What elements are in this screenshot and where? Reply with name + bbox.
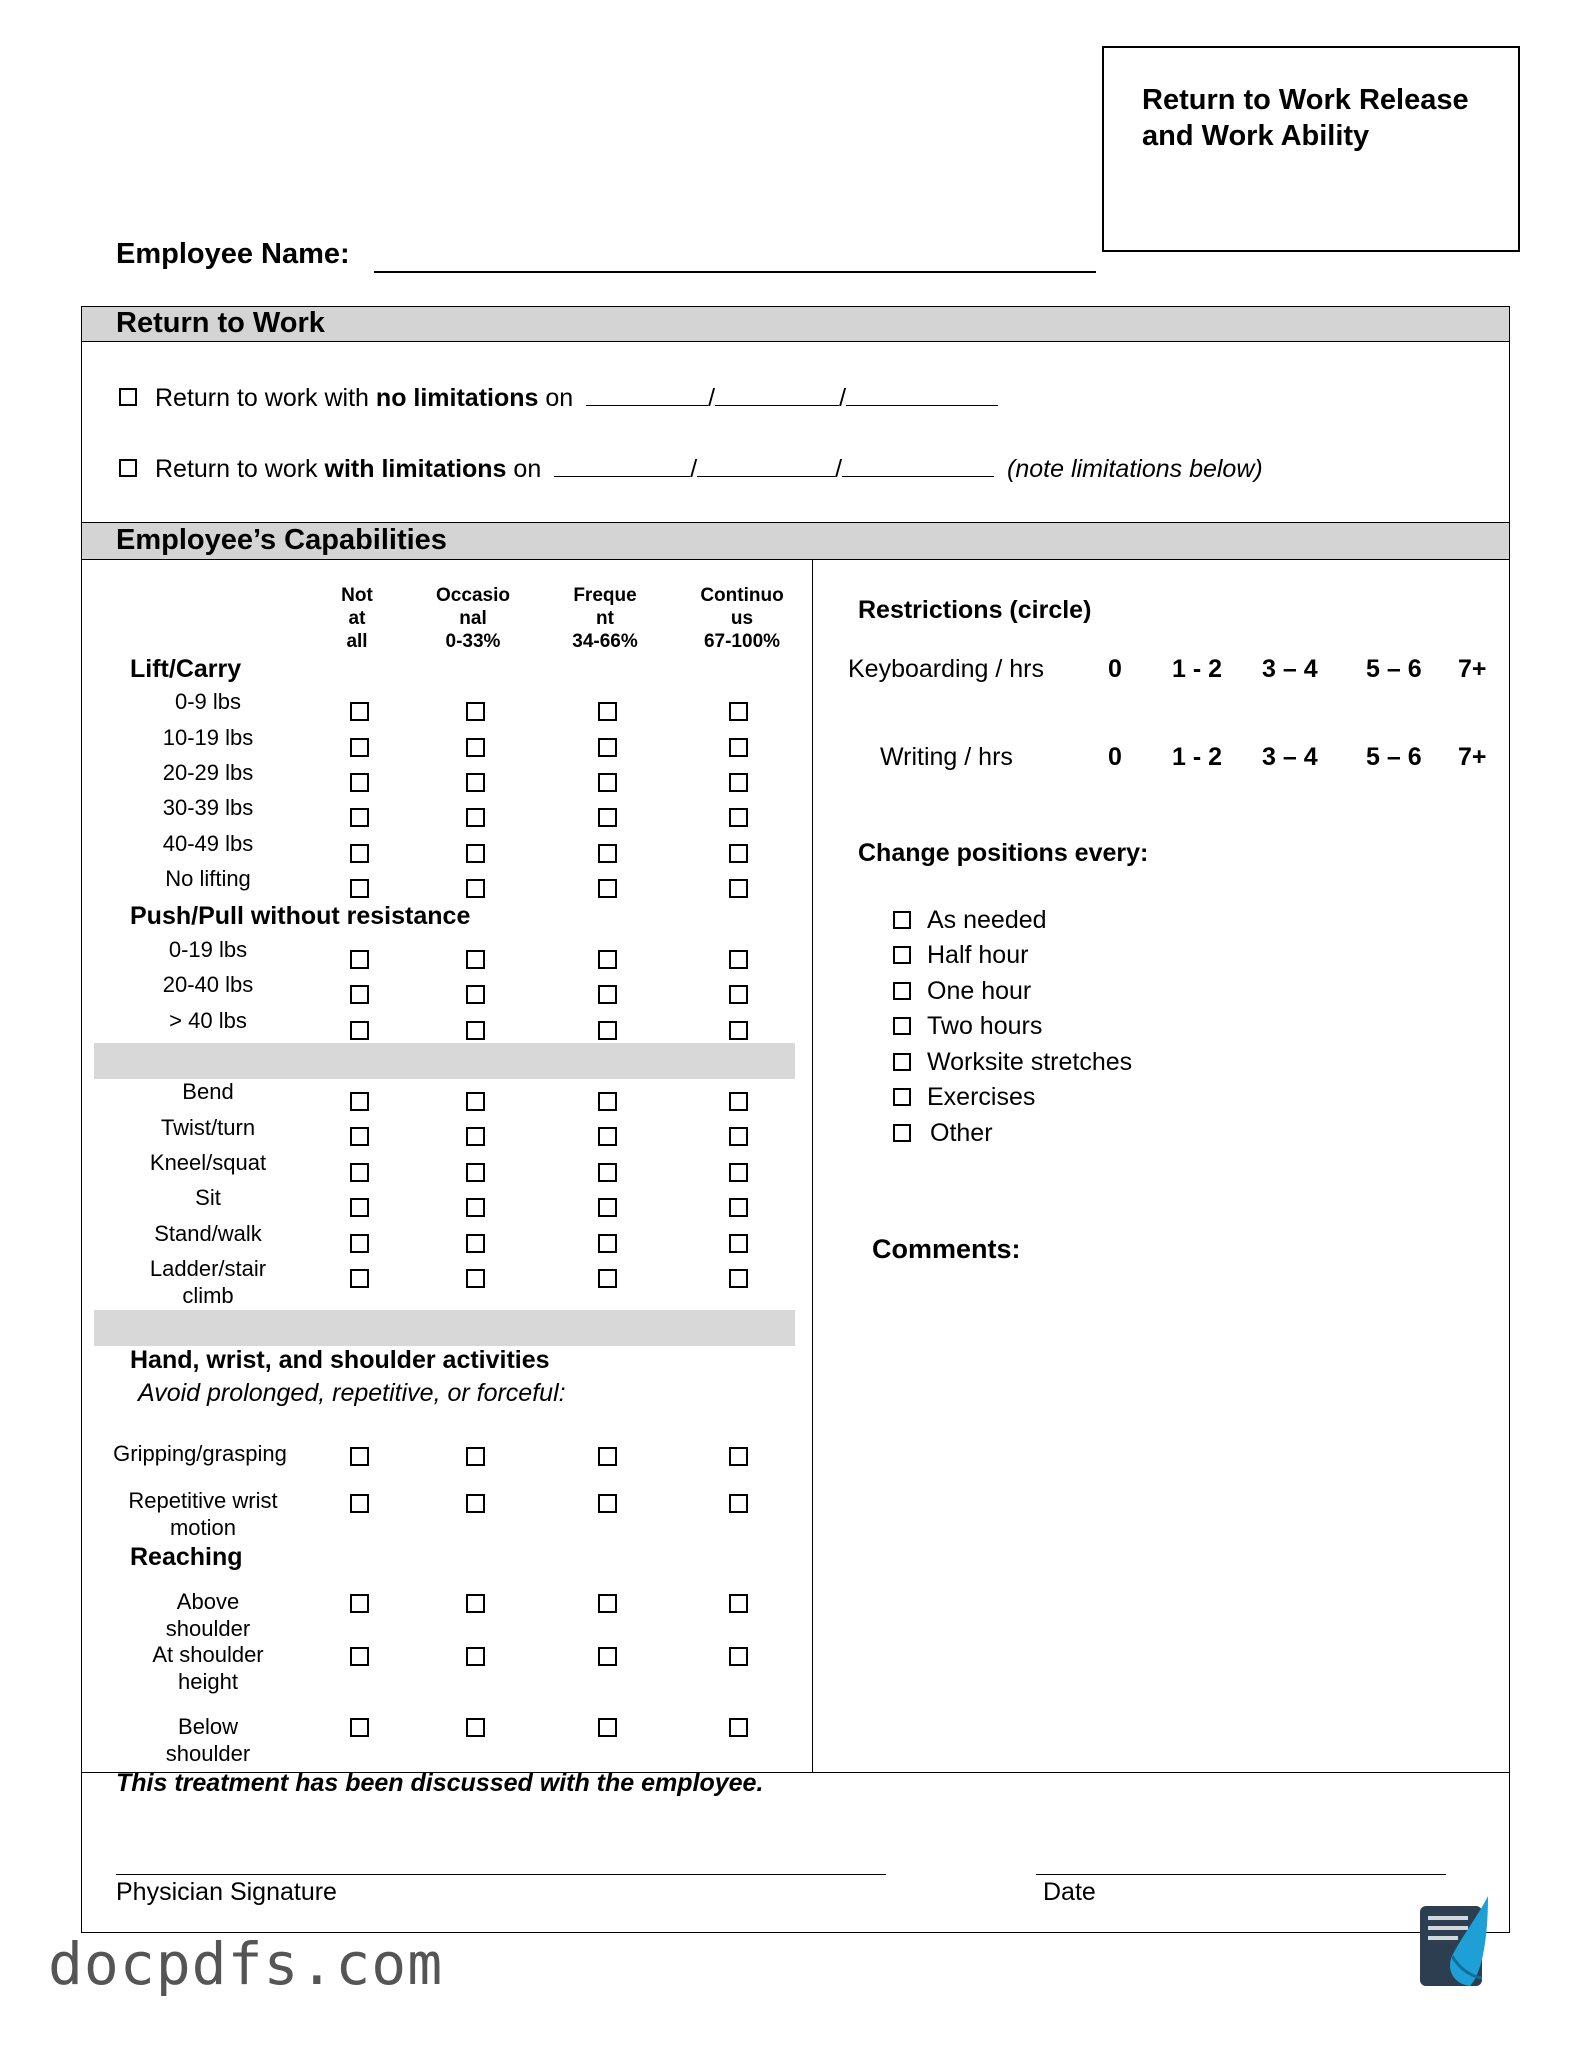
section-title-capabilities: Employee’s Capabilities [116, 524, 447, 556]
frequency-checkbox[interactable] [466, 1234, 485, 1253]
title-box [1102, 46, 1520, 252]
frequency-checkbox[interactable] [598, 738, 617, 757]
rtw-with-limitations-text: Return to work with limitations on / / (note limitations below) [155, 455, 1263, 483]
capability-label: height [178, 1669, 238, 1694]
writing-option[interactable]: 7+ [1458, 743, 1487, 771]
frequency-checkbox[interactable] [350, 1718, 369, 1737]
frequency-checkbox[interactable] [598, 950, 617, 969]
frequency-checkbox[interactable] [350, 844, 369, 863]
frequency-checkbox[interactable] [466, 950, 485, 969]
document-logo-icon [1418, 1896, 1490, 1988]
capability-label: 10-19 lbs [162, 725, 254, 750]
header-continuous: Continuo us 67-100% [700, 585, 784, 652]
frequency-checkbox[interactable] [466, 985, 485, 1004]
capability-label: Ladder/stair [149, 1256, 267, 1281]
frequency-checkbox[interactable] [598, 702, 617, 721]
frequency-checkbox[interactable] [350, 950, 369, 969]
two-hours-checkbox[interactable] [893, 1017, 911, 1035]
capability-label: Bend [182, 1079, 234, 1104]
frequency-checkbox[interactable] [350, 1127, 369, 1146]
frequency-checkbox[interactable] [729, 1647, 748, 1666]
change-positions-title: Change positions every: [858, 839, 1149, 867]
frequency-checkbox[interactable] [466, 879, 485, 898]
push-pull-title: Push/Pull without resistance [130, 902, 471, 930]
frequency-checkbox[interactable] [350, 773, 369, 792]
frequency-checkbox[interactable] [350, 1092, 369, 1111]
capability-label: No lifting [165, 866, 251, 891]
frequency-checkbox[interactable] [598, 1447, 617, 1466]
rtw2-month-field[interactable] [554, 454, 690, 477]
capability-label: 0-9 lbs [174, 689, 242, 714]
physician-signature-label: Physician Signature [116, 1878, 337, 1906]
capability-label: Above [176, 1589, 240, 1614]
frequency-checkbox[interactable] [350, 1447, 369, 1466]
frequency-checkbox[interactable] [350, 702, 369, 721]
keyboarding-option[interactable]: 1 - 2 [1172, 655, 1223, 683]
frequency-checkbox[interactable] [598, 1198, 617, 1217]
frequency-checkbox[interactable] [466, 1718, 485, 1737]
as-needed-checkbox[interactable] [893, 911, 911, 929]
frequency-checkbox[interactable] [729, 879, 748, 898]
frequency-checkbox[interactable] [729, 950, 748, 969]
frequency-checkbox[interactable] [598, 879, 617, 898]
frequency-checkbox[interactable] [350, 879, 369, 898]
column-divider [812, 560, 813, 1772]
frequency-checkbox[interactable] [350, 985, 369, 1004]
date-label: Date [1043, 1878, 1096, 1906]
spacer-bar [94, 1310, 795, 1346]
writing-option[interactable]: 0 [1108, 743, 1122, 771]
frequency-checkbox[interactable] [466, 1127, 485, 1146]
capability-label: Gripping/grasping [113, 1441, 287, 1466]
watermark-text: docpdfs.com [48, 1930, 444, 1998]
writing-label: Writing / hrs [880, 743, 1013, 771]
capability-label: shoulder [165, 1741, 251, 1766]
capability-label: 0-19 lbs [168, 937, 248, 962]
frequency-checkbox[interactable] [466, 1198, 485, 1217]
frequency-checkbox[interactable] [598, 985, 617, 1004]
rtw-no-limitations-text: Return to work with no limitations on / / [155, 383, 998, 413]
reaching-title: Reaching [130, 1543, 243, 1571]
frequency-checkbox[interactable] [466, 738, 485, 757]
frequency-checkbox[interactable] [598, 808, 617, 827]
option-label: As needed [927, 906, 1047, 934]
capability-label: 20-40 lbs [162, 972, 254, 997]
frequency-checkbox[interactable] [729, 1494, 748, 1513]
capability-label: Kneel/squat [149, 1150, 267, 1175]
frequency-checkbox[interactable] [598, 773, 617, 792]
rtw-with-limitations-checkbox[interactable] [119, 459, 137, 477]
capability-label: Stand/walk [154, 1221, 262, 1246]
header-frequent: Freque nt 34-66% [572, 585, 638, 652]
hand-section-title: Hand, wrist, and shoulder activities [130, 1346, 550, 1374]
option-label: Worksite stretches [927, 1048, 1133, 1076]
header-not-at-all: Not at all [341, 585, 373, 652]
frequency-checkbox[interactable] [729, 1718, 748, 1737]
frequency-checkbox[interactable] [350, 808, 369, 827]
frequency-checkbox[interactable] [729, 1447, 748, 1466]
hand-section-subtitle: Avoid prolonged, repetitive, or forceful: [138, 1379, 566, 1407]
rtw2-day-field[interactable] [697, 454, 835, 477]
frequency-checkbox[interactable] [466, 808, 485, 827]
frequency-checkbox[interactable] [598, 1092, 617, 1111]
option-label: Other [930, 1119, 993, 1147]
frequency-checkbox[interactable] [466, 844, 485, 863]
frequency-checkbox[interactable] [466, 1494, 485, 1513]
frequency-checkbox[interactable] [466, 773, 485, 792]
capability-label: > 40 lbs [169, 1008, 247, 1033]
keyboarding-label: Keyboarding / hrs [848, 655, 1044, 683]
frequency-checkbox[interactable] [729, 738, 748, 757]
capability-label: 30-39 lbs [162, 795, 254, 820]
capability-label: motion [169, 1515, 237, 1540]
treatment-note: This treatment has been discussed with the employee. [116, 1769, 764, 1797]
frequency-checkbox[interactable] [729, 702, 748, 721]
section-title-return-to-work: Return to Work [116, 307, 325, 339]
frequency-checkbox[interactable] [350, 1163, 369, 1182]
frequency-checkbox[interactable] [466, 1594, 485, 1613]
frequency-checkbox[interactable] [466, 1163, 485, 1182]
form-title: Return to Work Release and Work Ability [1142, 84, 1469, 152]
frequency-checkbox[interactable] [466, 702, 485, 721]
employee-name-field[interactable] [374, 271, 1096, 273]
frequency-checkbox[interactable] [598, 1269, 617, 1288]
writing-option[interactable]: 3 – 4 [1262, 743, 1318, 771]
keyboarding-option[interactable]: 0 [1108, 655, 1122, 683]
frequency-checkbox[interactable] [598, 844, 617, 863]
frequency-checkbox[interactable] [729, 1198, 748, 1217]
capability-label: 20-29 lbs [162, 760, 254, 785]
rtw1-year-field[interactable] [846, 383, 998, 406]
frequency-checkbox[interactable] [466, 1447, 485, 1466]
frequency-checkbox[interactable] [350, 1594, 369, 1613]
writing-option[interactable]: 1 - 2 [1172, 743, 1223, 771]
frequency-checkbox[interactable] [598, 1234, 617, 1253]
rtw1-day-field[interactable] [715, 383, 839, 406]
frequency-checkbox[interactable] [729, 1269, 748, 1288]
frequency-checkbox[interactable] [466, 1647, 485, 1666]
lift-carry-title: Lift/Carry [130, 655, 242, 683]
capability-label: shoulder [165, 1616, 251, 1641]
capability-label: Sit [195, 1185, 221, 1210]
physician-signature-line[interactable] [116, 1874, 886, 1875]
limitations-note: (note limitations below) [1007, 455, 1263, 483]
frequency-checkbox[interactable] [598, 1718, 617, 1737]
rtw2-year-field[interactable] [842, 454, 994, 477]
comments-label: Comments: [872, 1234, 1021, 1264]
capability-label: At shoulder [152, 1642, 264, 1667]
frequency-checkbox[interactable] [466, 1092, 485, 1111]
one-hour-checkbox[interactable] [893, 982, 911, 1000]
exercises-checkbox[interactable] [893, 1088, 911, 1106]
frequency-checkbox[interactable] [598, 1127, 617, 1146]
frequency-checkbox[interactable] [598, 1594, 617, 1613]
frequency-checkbox[interactable] [350, 1647, 369, 1666]
capability-label: Twist/turn [160, 1115, 256, 1140]
half-hour-checkbox[interactable] [893, 946, 911, 964]
frequency-checkbox[interactable] [350, 738, 369, 757]
option-label: One hour [927, 977, 1032, 1005]
frequency-checkbox[interactable] [598, 1647, 617, 1666]
frequency-checkbox[interactable] [350, 1494, 369, 1513]
frequency-checkbox[interactable] [729, 1021, 748, 1040]
employee-name-label: Employee Name: [116, 238, 350, 270]
frequency-checkbox[interactable] [350, 1021, 369, 1040]
writing-option[interactable]: 5 – 6 [1366, 743, 1422, 771]
rtw1-month-field[interactable] [586, 383, 708, 406]
frequency-checkbox[interactable] [729, 985, 748, 1004]
keyboarding-option[interactable]: 3 – 4 [1262, 655, 1318, 683]
capability-label: climb [182, 1283, 234, 1308]
keyboarding-option[interactable]: 5 – 6 [1366, 655, 1422, 683]
date-line[interactable] [1036, 1874, 1446, 1875]
header-occasional: Occasio nal 0-33% [436, 585, 510, 652]
frequency-checkbox[interactable] [350, 1198, 369, 1217]
frequency-checkbox[interactable] [729, 1594, 748, 1613]
frequency-checkbox[interactable] [729, 1163, 748, 1182]
capability-label: Below [178, 1714, 238, 1739]
frequency-checkbox[interactable] [729, 773, 748, 792]
frequency-checkbox[interactable] [598, 1021, 617, 1040]
option-label: Half hour [927, 941, 1029, 969]
capability-label: Repetitive wrist [128, 1488, 278, 1513]
frequency-checkbox[interactable] [729, 844, 748, 863]
frequency-checkbox[interactable] [598, 1163, 617, 1182]
comments-area[interactable] [840, 1280, 1490, 1750]
worksite-stretches-checkbox[interactable] [893, 1053, 911, 1071]
restrictions-title: Restrictions (circle) [858, 596, 1092, 624]
frequency-checkbox[interactable] [729, 1234, 748, 1253]
frequency-checkbox[interactable] [466, 1021, 485, 1040]
other-checkbox[interactable] [893, 1124, 911, 1142]
frequency-checkbox[interactable] [350, 1269, 369, 1288]
spacer-bar [94, 1043, 795, 1079]
rtw-no-limitations-checkbox[interactable] [119, 388, 137, 406]
frequency-checkbox[interactable] [350, 1234, 369, 1253]
frequency-checkbox[interactable] [598, 1494, 617, 1513]
frequency-checkbox[interactable] [729, 808, 748, 827]
keyboarding-option[interactable]: 7+ [1458, 655, 1487, 683]
frequency-checkbox[interactable] [729, 1127, 748, 1146]
option-label: Exercises [927, 1083, 1036, 1111]
option-label: Two hours [927, 1012, 1043, 1040]
frequency-checkbox[interactable] [729, 1092, 748, 1111]
frequency-checkbox[interactable] [466, 1269, 485, 1288]
capability-label: 40-49 lbs [162, 831, 254, 856]
